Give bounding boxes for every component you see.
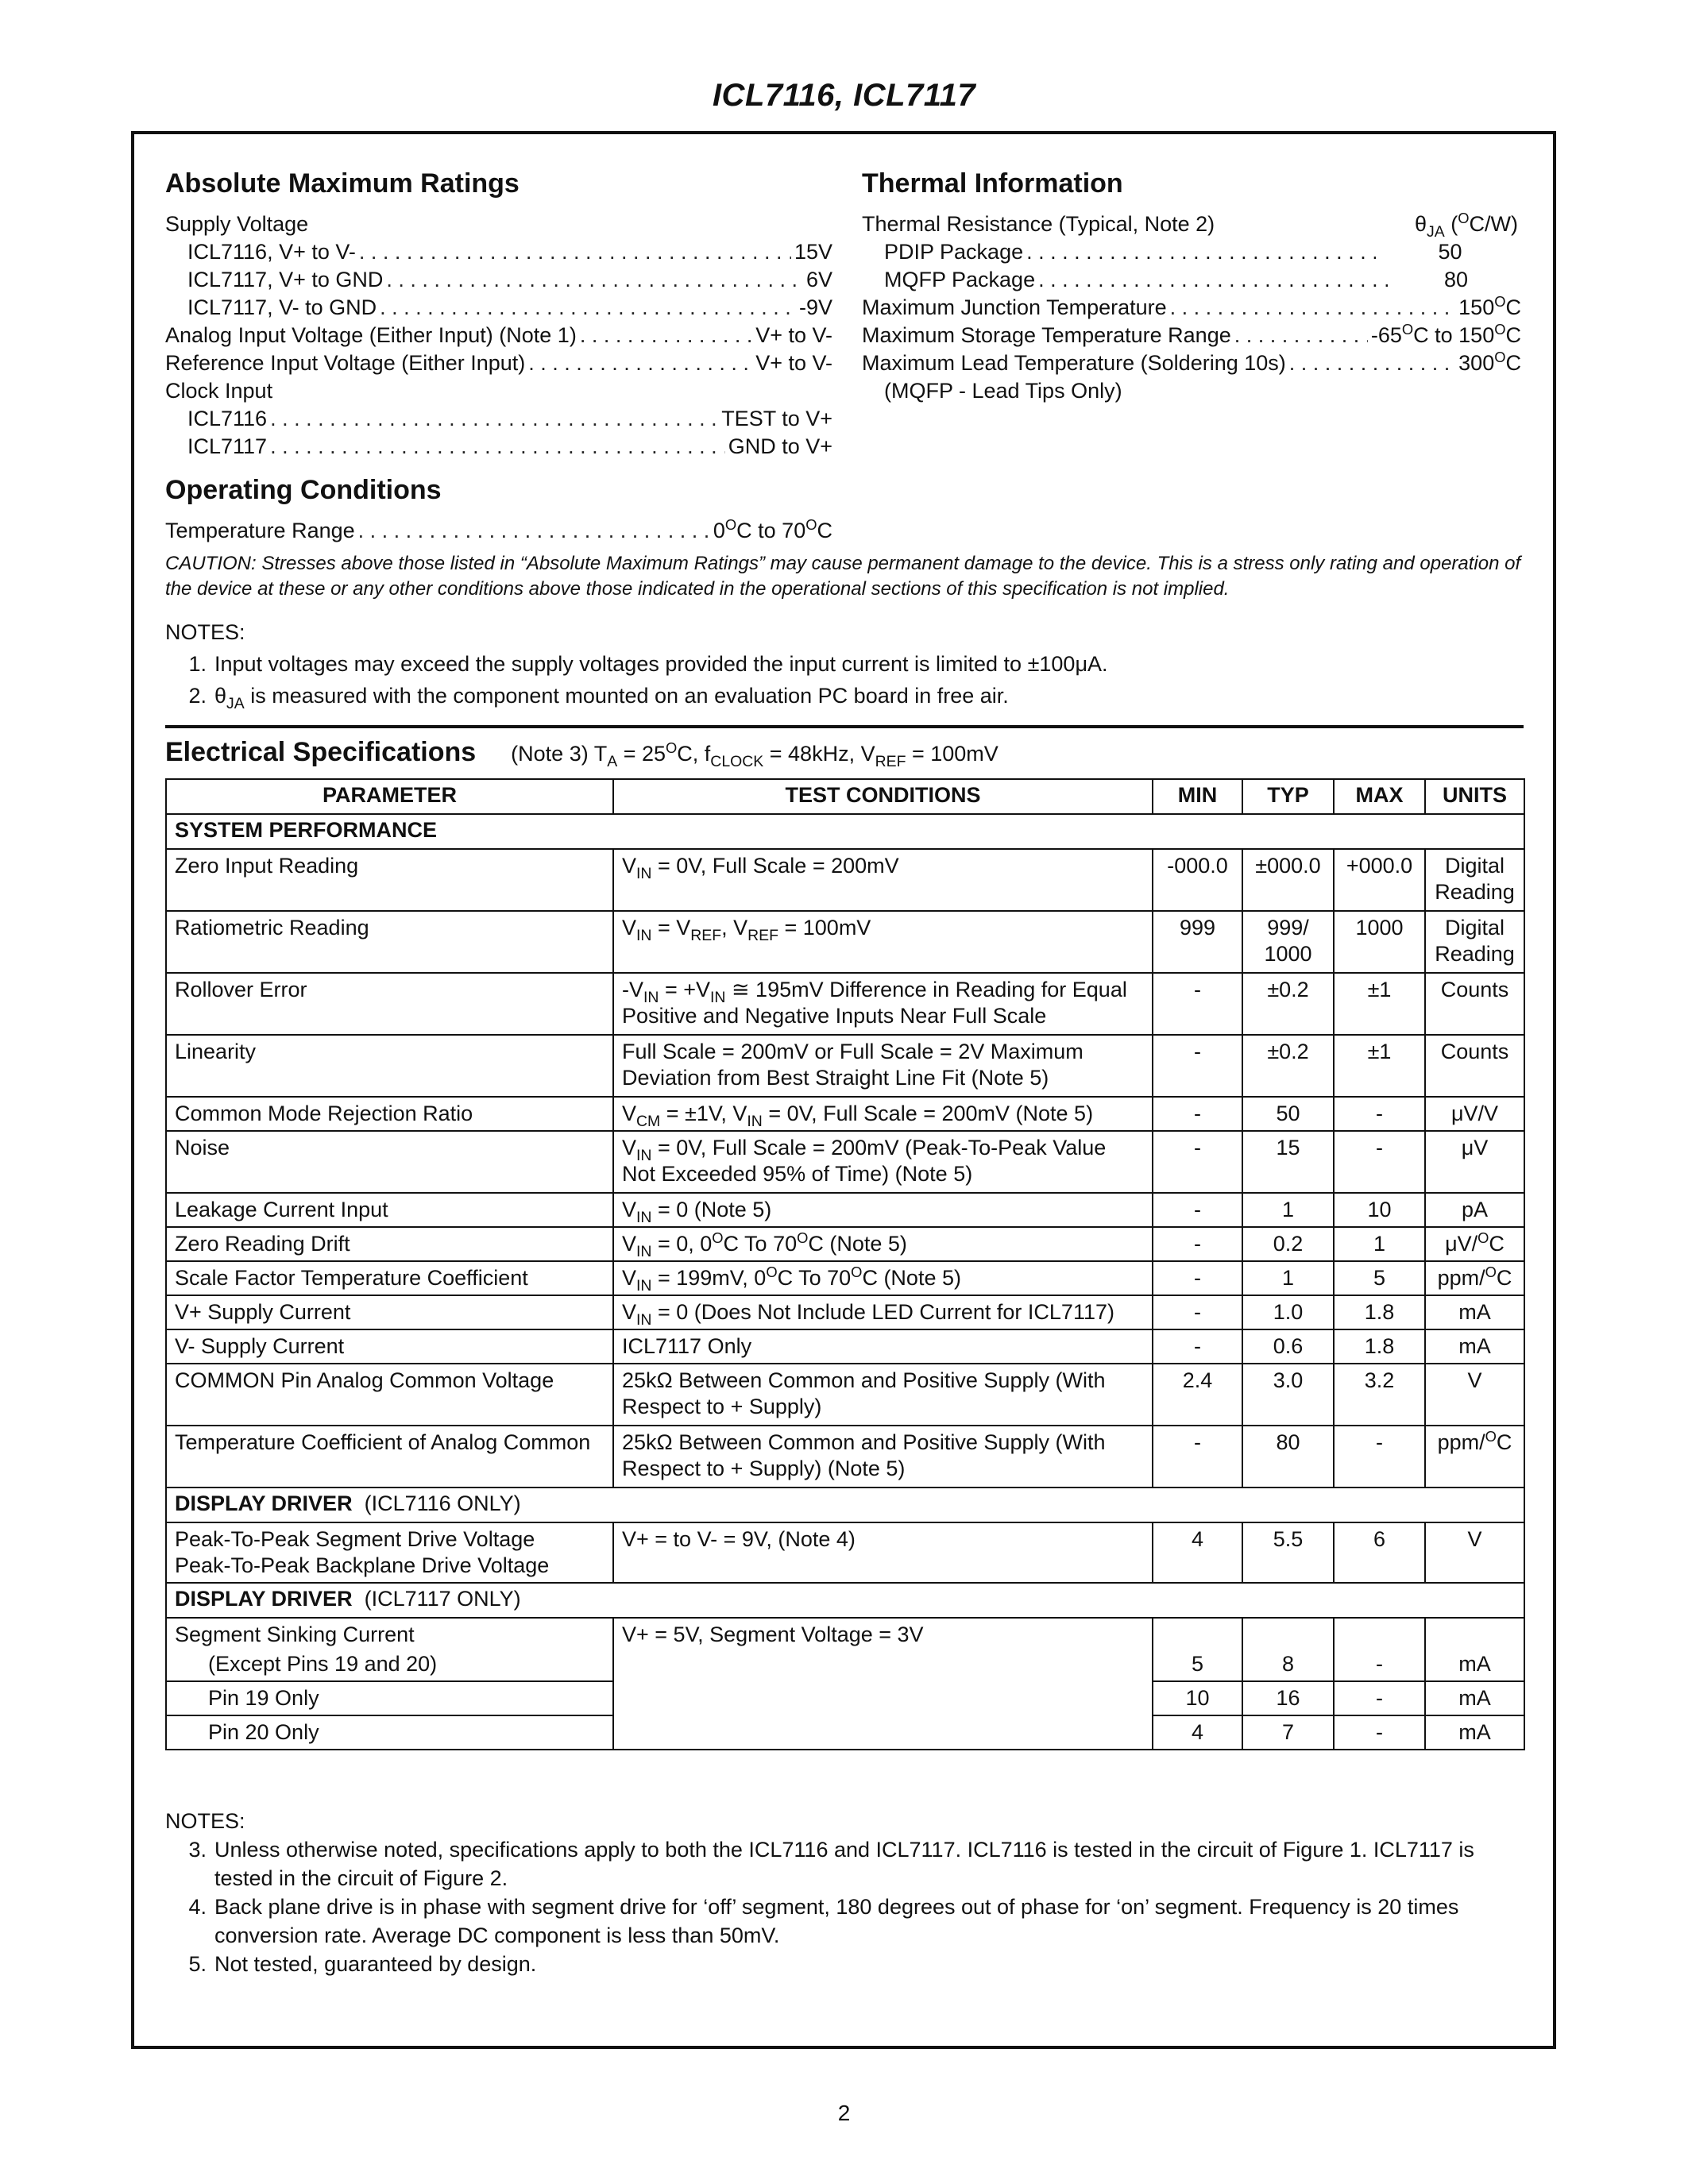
table-row: Peak-To-Peak Segment Drive Voltage Peak-To-Peak Backplane Drive Voltage V+ = to V- = 9V, (Note 4) 4 5.5 6 V [166,1522,1524,1583]
rating-line [165,238,832,266]
rating-value: V+ to V- [755,351,832,375]
table-row: Zero Reading Drift $V_{IN} = 0$, $0^OC$ To $70^OC$ (Note 5) - 0.2 1 μV/$^O$C [166,1227,1524,1261]
rating-value: TEST to V+ [721,407,832,430]
table-header-row [166,779,1524,814]
leader-dots [270,405,718,433]
rating-value: GND to V+ [728,434,832,458]
caution-text: CAUTION: Stresses above those listed in “Absolute Maximum Ratings” may cause permanent damage to the device. This is a stress only rating and operation of the device at these or any other conditions above those indicated in the operational sections of this specification is not implied. [165,553,1521,600]
leader-dots [359,238,791,266]
clock-input-label: Clock Input [165,379,273,403]
rating-label: ICL7117, V- to GND [187,295,377,319]
table-row: Rollover Error $-V_{IN} = +V_{IN}$ ≅ 195mV Difference in Reading for Equal Positive and Negative Inputs Near Full Scale - ±0.2 ±1 Counts [166,973,1524,1035]
theta-ja-header: $\theta_{JA}$ ($^O$C/W) [1415,209,1518,241]
rating-value: $300^OC$ [1458,348,1521,375]
abs-max-heading: Absolute Maximum Ratings [165,168,520,199]
rating-line [862,349,1521,377]
table-row: Pin 19 Only 10 16 - mA [166,1681,1524,1715]
note-item: 2. $\theta_{JA}$ is measured with the component mounted on an evaluation PC board in free air. [188,684,1009,712]
rating-label: ICL7117 [187,434,268,458]
note-item: 1. Input voltages may exceed the supply voltages provided the input current is limited to ±100μA. [188,652,1108,676]
notes-section-1 [165,616,1532,712]
es-conditions: (Note 3) $T_A = 25^OC$, $f_{CLOCK} = 48kHz$, $V_{REF} = 100mV$ [511,739,999,770]
notes-heading: NOTES: [165,620,245,644]
notes-section-2 [165,1807,1524,1978]
column-header: PARAMETER [166,779,613,814]
rating-label: Maximum Storage Temperature Range [862,323,1231,347]
rating-label: Analog Input Voltage (Either Input) (Note 1) [165,323,577,347]
leader-dots [1038,266,1388,294]
rating-label: Reference Input Voltage (Either Input) [165,351,526,375]
table-row: Common Mode Rejection Ratio $V_{CM} = \pm 1V$, $V_{IN} = 0V$, Full Scale = 200mV (Note 5) - 50 - μV/V [166,1097,1524,1131]
rating-line [165,322,832,349]
column-header: TEST CONDITIONS [613,779,1153,814]
rating-label: MQFP Package [884,268,1036,291]
rating-value: $0^OC$ to $70^OC$ [713,515,832,542]
rating-value: V+ to V- [755,323,832,347]
note-item: 4. Back plane drive is in phase with segment drive for ‘off’ segment, 180 degrees out of phase for ‘on’ segment. Frequency is 20 times conversion rate. Average DC component is less than 50mV. [188,1895,1459,1947]
rating-line [165,433,832,461]
group-row: DISPLAY DRIVER (ICL7116 ONLY) [166,1488,1524,1522]
table-row: Noise $V_{IN} = 0V$, Full Scale = 200mV (Peak-To-Peak Value Not Exceeded 95% of Time) (Note 5) - 15 - μV [166,1131,1524,1193]
supply-voltage-label: Supply Voltage [165,212,309,236]
note-item: 3. Unless otherwise noted, specifications apply to both the ICL7116 and ICL7117. ICL7116 is tested in the circuit of Figure 1. ICL7117 is tested in the circuit of Figure 2. [188,1838,1474,1890]
table-row: (Except Pins 19 and 20) 5 8 - mA [166,1648,1524,1681]
section-divider [165,725,1524,728]
rating-value: 50 [1438,240,1462,264]
table-row: Temperature Coefficient of Analog Common 25kΩ Between Common and Positive Supply (With Respect to + Supply) (Note 5) - 80 - ppm/$^O$C [166,1426,1524,1488]
rating-label: Thermal Resistance (Typical, Note 2) [862,212,1215,236]
rating-line [862,238,1521,266]
page-number: 2 [837,2101,851,2125]
table-row: Leakage Current Input $V_{IN} = 0$ (Note 5) - 1 10 pA [166,1193,1524,1227]
thermal-information [862,168,1521,405]
rating-line [165,266,832,294]
electrical-spec-table [165,778,1525,1750]
column-header: MIN [1153,779,1242,814]
electrical-specifications-heading [165,737,1524,768]
table-row: Segment Sinking Current V+ = 5V, Segment Voltage = 3V [166,1618,1524,1648]
table-row: V- Supply Current ICL7117 Only - 0.6 1.8 mA [166,1329,1524,1364]
rating-label: Temperature Range [165,519,355,542]
operating-conditions [165,475,832,545]
operating-heading: Operating Conditions [165,475,442,505]
leader-dots [1289,349,1455,377]
rating-line [165,405,832,433]
rating-value: 80 [1444,268,1469,291]
rating-line [165,517,832,545]
notes-heading: NOTES: [165,1809,245,1833]
rating-value: $-65^OC$ to $150^OC$ [1370,320,1521,347]
leader-dots [358,517,710,545]
absolute-maximum-ratings [165,168,832,461]
table-row: Linearity Full Scale = 200mV or Full Scale = 2V Maximum Deviation from Best Straight Line Fit (Note 5) - ±0.2 ±1 Counts [166,1035,1524,1097]
leader-dots [1170,294,1456,322]
group-row: SYSTEM PERFORMANCE [166,814,1524,849]
column-header: UNITS [1425,779,1524,814]
rating-line [165,349,832,377]
table-row: Scale Factor Temperature Coefficient $V_{IN} = 199mV$, $0^OC$ To $70^OC$ (Note 5) - 1 5 ppm/$^O$C [166,1261,1524,1295]
note-item: 5. Not tested, guaranteed by design. [188,1952,537,1976]
leader-dots [270,433,725,461]
leader-dots [1026,238,1376,266]
leader-dots [380,294,796,322]
group-row: DISPLAY DRIVER (ICL7117 ONLY) [166,1583,1524,1618]
rating-line [862,294,1521,322]
rating-value: 15V [794,240,832,264]
rating-label: Maximum Junction Temperature [862,295,1167,319]
table-row: V+ Supply Current $V_{IN} = 0$ (Does Not Include LED Current for ICL7117) - 1.0 1.8 mA [166,1295,1524,1329]
rating-label: ICL7117, V+ to GND [187,268,384,291]
es-title: Electrical Specifications [165,737,477,767]
leader-dots [1234,322,1368,349]
rating-label: PDIP Package [884,240,1024,264]
thermal-resistance-line [862,209,1521,241]
rating-line [862,266,1521,294]
table-row: Ratiometric Reading $V_{IN} = V_{REF}$, $V_{REF} = 100mV$ 999 999/ 1000 1000 Digital Reading [166,911,1524,973]
column-header: MAX [1334,779,1425,814]
lead-temp-note: (MQFP - Lead Tips Only) [884,379,1122,403]
rating-value: 6V [805,268,832,291]
rating-label: Maximum Lead Temperature (Soldering 10s) [862,351,1286,375]
document-title: ICL7116, ICL7117 [712,78,976,113]
rating-line [165,294,832,322]
leader-dots [386,266,803,294]
rating-label: ICL7116 [187,407,268,430]
table-row: Zero Input Reading $V_{IN} = 0V$, Full Scale = 200mV -000.0 ±000.0 +000.0 Digital Reading [166,849,1524,911]
rating-value: $150^OC$ [1458,292,1521,319]
table-row: COMMON Pin Analog Common Voltage 25kΩ Between Common and Positive Supply (With Respect to + Supply) 2.4 3.0 3.2 V [166,1364,1524,1426]
rating-line [862,322,1521,349]
column-header: TYP [1242,779,1334,814]
table-row: Pin 20 Only 4 7 - mA [166,1715,1524,1750]
leader-dots [580,322,752,349]
thermal-heading: Thermal Information [862,168,1123,199]
rating-label: ICL7116, V+ to V- [187,240,356,264]
leader-dots [528,349,752,377]
rating-value: -9V [798,295,832,319]
